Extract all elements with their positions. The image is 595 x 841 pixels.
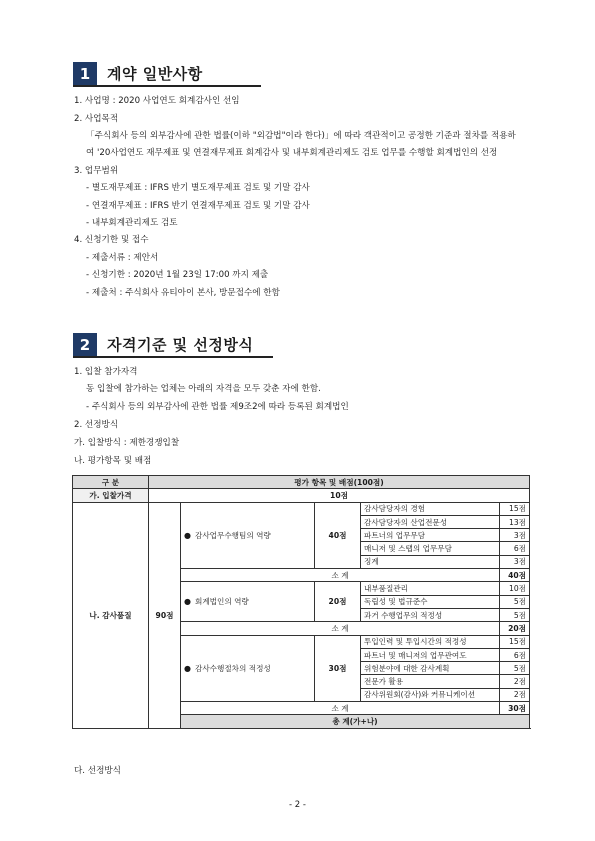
body-line: - 신청기한 : 2020년 1월 23일 17:00 까지 제출 — [86, 270, 269, 280]
item-points: 6점 — [500, 542, 530, 555]
header-category: 구 분 — [73, 476, 149, 489]
body-line: - 연결재무제표 : IFRS 반기 연결재무제표 검토 및 기말 감사 — [86, 201, 310, 211]
body-line: 1. 사업명 : 2020 사업연도 회계감사인 선임 — [74, 96, 240, 106]
body-line: - 내부회계관리제도 검토 — [86, 218, 178, 228]
quality-label: 나. 감사품질 — [73, 502, 149, 728]
body-line: - 제출서류 : 제안서 — [86, 253, 159, 263]
item-name: 매니저 및 스탭의 업무무담 — [361, 542, 500, 555]
item-name: 징계 — [361, 555, 500, 568]
item-name: 위험분야에 대한 감사계획 — [361, 662, 500, 675]
body-line: 3. 업무범위 — [74, 166, 119, 176]
body-line: 나. 평가항목 및 배점 — [74, 456, 152, 466]
subtotal-points: 40점 — [500, 569, 530, 582]
section-number: 2 — [73, 333, 97, 357]
group-name — [181, 635, 315, 701]
item-points: 3점 — [500, 555, 530, 568]
table-row — [73, 502, 530, 515]
subtotal-label: 소 계 — [181, 622, 500, 635]
total-label: 총 계(가+나) — [181, 715, 530, 728]
group-name-text: ● 회계법인의 역량 — [184, 597, 249, 606]
section-1-rule — [73, 85, 261, 87]
body-line: 가. 입찰방식 : 제한경쟁입찰 — [74, 438, 180, 448]
table-row — [73, 489, 530, 502]
item-points: 3점 — [500, 529, 530, 542]
price-label: 가. 입찰가격 — [73, 489, 149, 502]
item-points: 5점 — [500, 595, 530, 608]
item-name: 파트너 및 매니저의 업무관여도 — [361, 648, 500, 661]
item-points: 5점 — [500, 662, 530, 675]
item-name: 내부품질관리 — [361, 582, 500, 595]
group-points: 20점 — [315, 582, 361, 622]
section-title: 계약 일반사항 — [107, 65, 203, 83]
item-name: 감사담당자의 산업전문성 — [361, 515, 500, 528]
page-number: - 2 - — [289, 800, 306, 810]
group-points: 40점 — [315, 502, 361, 568]
body-line: 4. 신청기한 및 접수 — [74, 235, 149, 245]
item-points: 2점 — [500, 688, 530, 701]
table-header-row — [73, 476, 530, 489]
group-name — [181, 582, 315, 622]
subtotal-label: 소 계 — [181, 702, 500, 715]
header-evaluation: 평가 항목 및 배점(100점) — [149, 476, 530, 489]
group-name-text: ● 감사업무수행팀의 역량 — [184, 531, 271, 540]
section-2-heading — [73, 331, 253, 357]
body-line: 여 '20사업연도 재무제표 및 연결재무제표 회계감사 및 내부회계관리제도 검토 업무를 수행할 회계법인의 선정 — [86, 148, 498, 158]
body-line: 동 입찰에 참가하는 업체는 아래의 자격을 모두 갖춘 자에 한함. — [86, 384, 321, 394]
group-name-text: ● 감사수행절차의 적정성 — [184, 664, 271, 673]
item-points: 13점 — [500, 515, 530, 528]
body-line: - 제출처 : 주식회사 유티아이 본사, 방문접수에 한함 — [86, 288, 280, 298]
item-points: 2점 — [500, 675, 530, 688]
item-name: 전문가 활용 — [361, 675, 500, 688]
section-1-heading — [73, 60, 203, 86]
body-line: 2. 선정방식 — [74, 420, 119, 430]
group-name — [181, 502, 315, 568]
item-name: 감사위원회(감사)와 커뮤니케이션 — [361, 688, 500, 701]
item-name: 감사담당자의 경험 — [361, 502, 500, 515]
body-line: - 별도재무제표 : IFRS 반기 별도재무제표 검토 및 기말 감사 — [86, 183, 310, 193]
subtotal-points: 20점 — [500, 622, 530, 635]
body-line: 1. 입찰 참가자격 — [74, 367, 138, 377]
item-points: 15점 — [500, 635, 530, 648]
group-points: 30점 — [315, 635, 361, 701]
section-title: 자격기준 및 선정방식 — [107, 336, 254, 354]
item-points: 10점 — [500, 582, 530, 595]
subtotal-points: 30점 — [500, 702, 530, 715]
section-number: 1 — [73, 62, 97, 86]
item-name: 투입인력 및 투입시간의 적정성 — [361, 635, 500, 648]
item-points: 15점 — [500, 502, 530, 515]
item-points: 5점 — [500, 608, 530, 621]
subtotal-label: 소 계 — [181, 569, 500, 582]
quality-points: 90점 — [149, 502, 181, 728]
item-points: 6점 — [500, 648, 530, 661]
section-2-rule — [73, 356, 273, 358]
body-line: 「주식회사 등의 외부감사에 관한 법률(이하 "외감법"이라 한다)」에 따라 객관적이고 공정한 기준과 절차를 적용하 — [86, 131, 516, 141]
evaluation-table — [72, 475, 530, 729]
item-name: 파트너의 업무무담 — [361, 529, 500, 542]
item-name: 독립성 및 법규준수 — [361, 595, 500, 608]
item-name: 과거 수행업무의 적정성 — [361, 608, 500, 621]
body-line: - 주식회사 등의 외부감사에 관한 법률 제9조2에 따라 등록된 회계법인 — [86, 402, 349, 412]
price-points: 10점 — [149, 489, 530, 502]
body-line: 다. 선정방식 — [74, 766, 121, 776]
body-line: 2. 사업목적 — [74, 114, 119, 124]
